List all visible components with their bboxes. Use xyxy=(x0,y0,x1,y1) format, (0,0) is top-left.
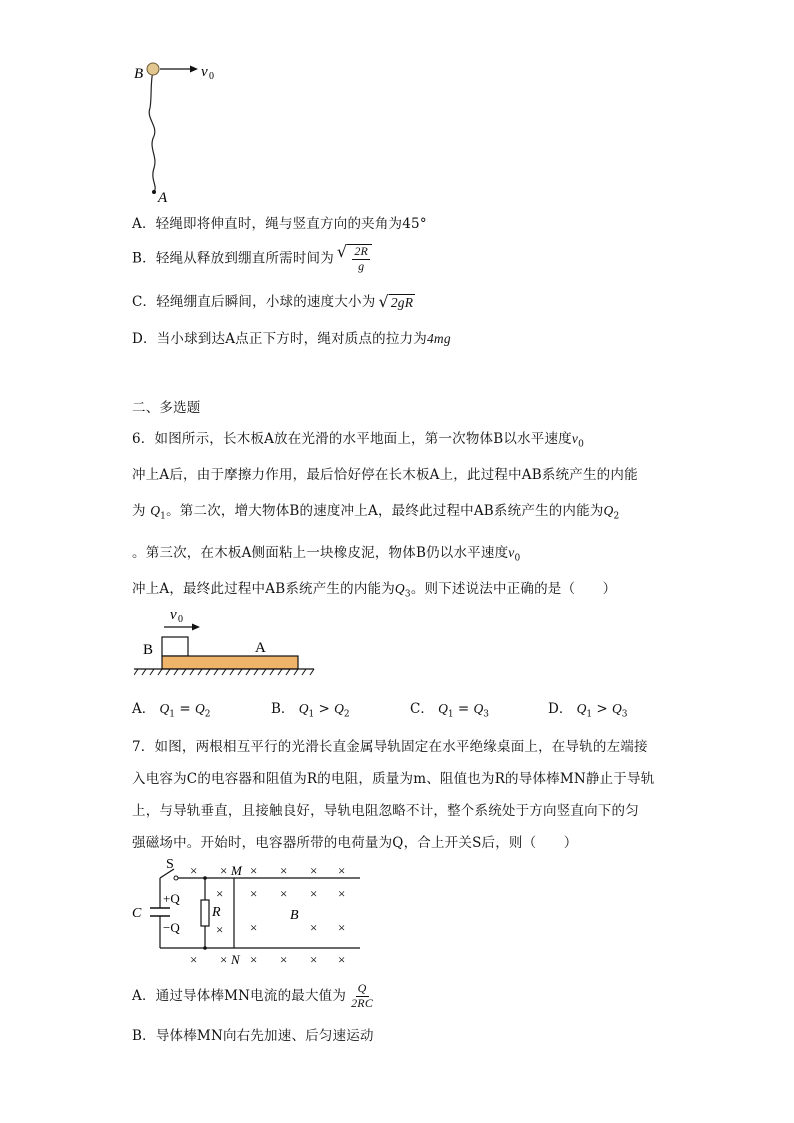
frac-denominator: 2RC xyxy=(351,995,374,1010)
label-v-sub: 0 xyxy=(178,614,183,625)
sqrt-expression: √ $\frac{2R}{g}$ xyxy=(337,244,372,274)
figure-block-board xyxy=(134,602,316,680)
q6-option-A[interactable] xyxy=(132,697,210,720)
field-cross: × xyxy=(310,920,318,935)
option-rhs: Q xyxy=(194,701,205,716)
v0-subscript: 0 xyxy=(514,553,521,564)
label-A: A xyxy=(255,640,266,656)
label-N: N xyxy=(231,952,240,967)
q7-line-2: 入电容为C的电容器和阻值为R的电阻，质量为m、阻值也为R的导体棒MN静止于导轨 xyxy=(132,771,655,787)
figure-circuit xyxy=(130,856,370,972)
field-cross: × xyxy=(250,886,258,901)
field-cross: × xyxy=(280,886,288,901)
field-cross: × xyxy=(280,952,288,967)
v0-symbol: v xyxy=(571,431,579,446)
velocity-arrowhead xyxy=(192,624,200,631)
label-C: C xyxy=(132,906,142,921)
q5-option-D[interactable] xyxy=(132,327,451,347)
sqrt-expression: √ 2gR xyxy=(378,292,414,311)
field-cross: × xyxy=(310,886,318,901)
label-B: B xyxy=(134,66,144,82)
option-rhs: Q xyxy=(612,701,622,716)
option-lhs-sub: 1 xyxy=(308,709,315,720)
option-operator: > xyxy=(596,701,608,717)
option-operator: > xyxy=(318,701,330,717)
switch-contact xyxy=(174,876,178,880)
field-cross: × xyxy=(220,952,228,967)
field-cross: × xyxy=(280,863,288,878)
sqrt-radicand: 2gR xyxy=(390,295,414,310)
q6-line-1 xyxy=(132,427,584,450)
field-cross: × xyxy=(250,920,258,935)
label-v-sub: 0 xyxy=(209,71,214,82)
q7-option-A[interactable] xyxy=(132,982,375,1011)
option-lhs-sub: 1 xyxy=(447,709,454,720)
velocity-arrowhead xyxy=(190,66,198,73)
option-rhs-sub: 2 xyxy=(204,709,211,720)
option-lhs-sub: 1 xyxy=(169,709,176,720)
ground-hatching xyxy=(134,669,314,675)
figure-rope-ball xyxy=(128,56,238,206)
q5-option-D-text: D．当小球到达A点正下方时，绳对质点的拉力为 xyxy=(132,331,427,347)
q6-option-C[interactable] xyxy=(410,697,489,720)
option-letter: C． xyxy=(410,701,434,717)
q5-option-C-text: C．轻绳绷直后瞬间，小球的速度大小为 xyxy=(132,294,376,310)
point-A xyxy=(152,190,156,194)
board-A xyxy=(162,656,298,669)
option-letter: B． xyxy=(271,701,295,717)
option-lhs: Q xyxy=(159,701,170,716)
field-cross: × xyxy=(220,863,228,878)
q6-line-5b: 。则下述说法中正确的是（ ） xyxy=(410,581,617,597)
frac-numerator: 2R xyxy=(354,244,369,258)
label-v: v xyxy=(201,64,208,80)
section-title: 二、多选题 xyxy=(132,400,201,416)
field-cross: × xyxy=(216,922,224,937)
option-operator: = xyxy=(179,701,191,717)
q6-line-5a: 冲上A，最终此过程中AB系统产生的内能为 xyxy=(132,581,395,597)
Q3-subscript: 3 xyxy=(404,589,411,600)
q7-option-B[interactable]: B．导体棒MN向右先加速、后匀速运动 xyxy=(132,1028,374,1044)
q6-line-1-text: 6．如图所示，长木板A放在光滑的水平地面上，第一次物体B以水平速度 xyxy=(132,431,572,447)
q6-line-4 xyxy=(132,541,520,564)
Q3-symbol: Q xyxy=(394,581,405,596)
q7-line-3: 上，与导轨垂直，且接触良好，导轨电阻忽略不计，整个系统处于方向竖直向下的匀 xyxy=(132,803,639,819)
label-R: R xyxy=(212,905,221,920)
label-A: A xyxy=(158,190,168,206)
junction-bottom xyxy=(203,946,207,950)
q5-option-D-value: 4mg xyxy=(426,331,451,346)
option-rhs: Q xyxy=(334,701,344,716)
q6-line-2: 冲上A后，由于摩擦力作用，最后恰好停在长木板A上，此过程中AB系统产生的内能 xyxy=(132,467,638,483)
option-lhs-sub: 1 xyxy=(586,709,593,720)
label-M: M xyxy=(231,863,242,878)
option-lhs: Q xyxy=(298,701,309,716)
q6-line-5 xyxy=(132,577,616,600)
field-cross: × xyxy=(338,952,346,967)
field-cross: × xyxy=(338,886,346,901)
q5-option-A[interactable] xyxy=(132,212,427,232)
label-v: v xyxy=(170,607,177,623)
Q2-symbol: Q xyxy=(603,503,614,518)
field-cross: × xyxy=(310,952,318,967)
frac-denominator: g xyxy=(358,258,365,273)
label-S: S xyxy=(166,857,174,872)
rope xyxy=(149,70,155,192)
q5-option-B-text: B．轻绳从释放到绷直所需时间为 xyxy=(132,250,334,267)
option-rhs-sub: 3 xyxy=(621,709,628,720)
resistor-R xyxy=(201,900,209,926)
q6-option-D[interactable] xyxy=(548,697,628,720)
q5-option-A-text: A．轻绳即将伸直时，绳与竖直方向的夹角为45° xyxy=(132,216,427,232)
field-cross: × xyxy=(250,863,258,878)
block-B xyxy=(162,637,188,656)
v0-symbol: v xyxy=(508,545,515,560)
q7-line-1: 7．如图，两根相互平行的光滑长直金属导轨固定在水平绝缘桌面上，在导轨的左端接 xyxy=(132,739,648,755)
option-rhs: Q xyxy=(473,701,484,716)
option-rhs-sub: 3 xyxy=(483,709,490,720)
label-B: B xyxy=(143,642,154,658)
field-cross: × xyxy=(216,886,224,901)
q6-line-3 xyxy=(132,499,619,522)
Q1-symbol: Q xyxy=(150,503,161,518)
label-minus-Q: −Q xyxy=(163,920,180,935)
field-cross: × xyxy=(190,863,198,878)
option-lhs: Q xyxy=(438,701,448,716)
q6-line-3b: 。第二次，增大物体B的速度冲上A，最终此过程中AB系统产生的内能为 xyxy=(166,503,604,519)
Q2-subscript: 2 xyxy=(613,511,620,522)
field-cross: × xyxy=(338,863,346,878)
option-letter: D． xyxy=(548,701,573,717)
q6-option-B[interactable] xyxy=(271,697,350,720)
field-cross: × xyxy=(190,952,198,967)
label-plus-Q: +Q xyxy=(163,891,180,906)
frac-numerator: Q xyxy=(357,981,367,995)
field-cross: × xyxy=(250,952,258,967)
option-lhs: Q xyxy=(576,701,587,716)
junction-top xyxy=(203,876,207,880)
q5-option-C[interactable] xyxy=(132,290,415,311)
q5-option-B[interactable] xyxy=(132,244,372,274)
ball-B xyxy=(147,63,159,75)
q7-option-A-text: A．通过导体棒MN电流的最大值为 xyxy=(132,987,347,1004)
field-cross: × xyxy=(310,863,318,878)
v0-subscript: 0 xyxy=(578,439,584,450)
q7-line-4: 强磁场中。开始时，电容器所带的电荷量为Q，合上开关S后，则（ ） xyxy=(132,835,578,851)
option-rhs-sub: 2 xyxy=(343,709,350,720)
field-cross: × xyxy=(338,920,346,935)
Q1-subscript: 1 xyxy=(160,511,167,522)
label-B: B xyxy=(290,908,299,923)
q6-line-4-text: 。第三次，在木板A侧面粘上一块橡皮泥，物体B仍以水平速度 xyxy=(132,545,509,561)
option-operator: = xyxy=(457,701,470,717)
option-letter: A． xyxy=(132,701,156,717)
q6-line-3a: 为 xyxy=(132,503,146,519)
